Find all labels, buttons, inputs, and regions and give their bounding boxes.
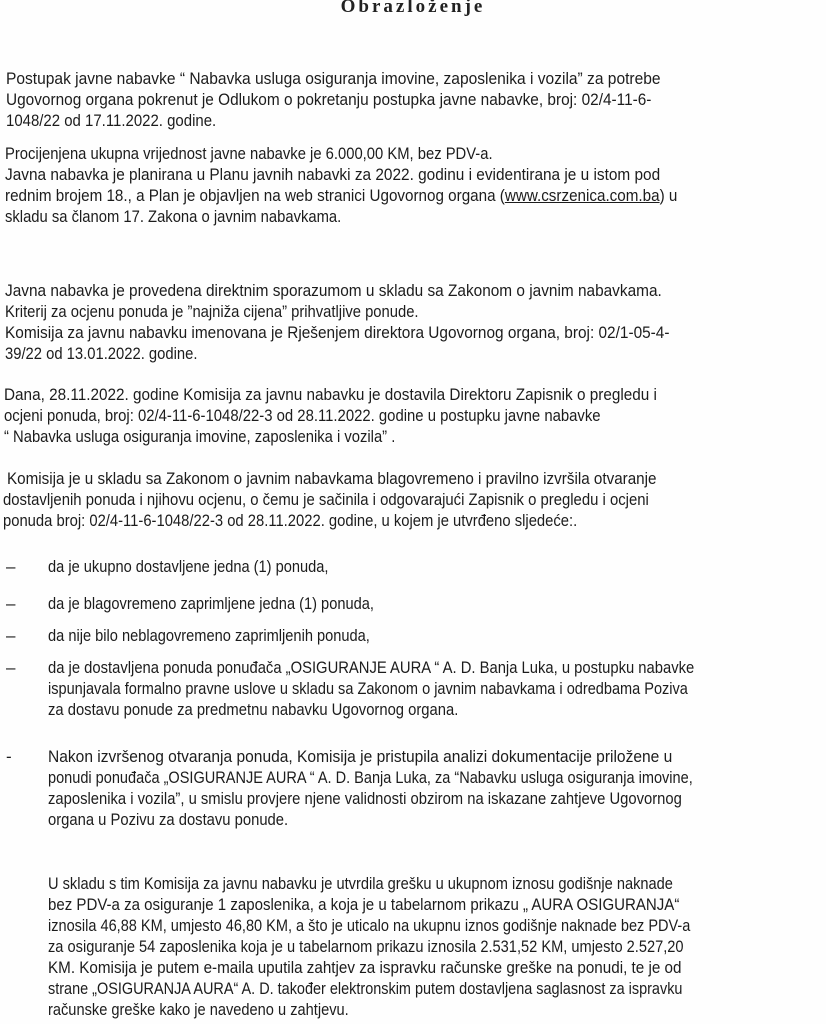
paragraph-commission-opening	[3, 468, 741, 531]
bullet-text-line: da je dostavljena ponuda ponuđača „OSIGURANJE AURA “ A. D. Banja Luka, u postupku nabavke	[48, 658, 695, 677]
paragraph-estimated-value	[5, 143, 756, 227]
text-line: iznosila 46,88 KM, umjesto 46,80 KM, a što je uticalo na ukupnu iznos godišnje naknade bez PDV-a	[48, 916, 691, 935]
bullet-text-line: ponudi ponuđača „OSIGURANJE AURA “ A. D. Banja Luka, za “Nabavku usluga osiguranja imovine,	[48, 768, 693, 787]
paragraph-procedure-initiation	[6, 68, 826, 131]
text-line: ocjeni ponuda, broj: 02/4-11-6-1048/22-3 od 28.11.2022. godine u postupku javne nabavke	[4, 406, 601, 425]
text-line: 1048/22 od 17.11.2022. godine.	[6, 111, 217, 130]
document-title: Obrazloženje	[340, 0, 486, 17]
text-fragment: rednim brojem 18., a Plan je objavljen na web stranici Ugovornog organa (	[5, 186, 505, 205]
text-line: “ Nabavka usluga osiguranja imovine, zaposlenika i vozila” .	[4, 427, 396, 446]
paragraph-direct-agreement	[5, 280, 739, 364]
text-line: U skladu s tim Komisija za javnu nabavku je utvrdila grešku u ukupnom iznosu godišnje naknade	[48, 874, 673, 893]
dash-marker: –	[6, 557, 16, 576]
dash-marker: –	[6, 626, 16, 645]
bullet-text-line: ispunjavala formalno pravne uslove u skladu sa Zakonom o javnim nabavkama i odredbama Poziva	[48, 679, 688, 698]
text-line: računske greške kako je navedeno u zahtjevu.	[48, 1000, 349, 1019]
text-line: Javna nabavka je planirana u Planu javnih nabavki za 2022. godinu i evidentirana je u istom pod	[5, 165, 661, 184]
text-line: Dana, 28.11.2022. godine Komisija za javnu nabavku je dostavila Direktoru Zapisnik o pregledu i	[4, 385, 657, 404]
text-line: za osiguranje 54 zaposlenika koja je u tabelarnom prikazu iznosila 2.531,52 KM, umjesto 2.527,20	[48, 937, 684, 956]
text-line: 39/22 od 13.01.2022. godine.	[5, 344, 198, 363]
dash-marker: –	[6, 658, 16, 677]
bullet-item	[0, 746, 826, 836]
bullet-text-line: za dostavu ponude za predmetnu nabavku Ugovornog organa.	[48, 700, 459, 719]
bullet-text-line: organa u Pozivu za dostavu ponude.	[48, 810, 289, 829]
text-line: KM. Komisija je putem e-maila uputila zahtjev za ispravku računske greške na ponudi, te je od	[48, 958, 682, 977]
bullet-item	[0, 657, 826, 721]
text-line: Kriterij za ocjenu ponuda je ”najniža cijena” prihvatljive ponude.	[5, 302, 419, 321]
bullet-text-line: zaposlenika i vozila”, u smislu provjere njene validnosti obzirom na iskazane zahtjeve Ugovornog	[48, 789, 682, 808]
text-line: Javna nabavka je provedena direktnim sporazumom u skladu sa Zakonom o javnim nabavkama.	[5, 281, 662, 300]
dash-marker: –	[6, 594, 16, 613]
bullet-item	[0, 593, 826, 614]
bullet-item	[0, 625, 826, 646]
paragraph-calculation-error	[48, 873, 799, 1020]
text-fragment: ) u	[659, 186, 678, 205]
text-line: Ugovornog organa pokrenut je Odlukom o pokretanju postupka javne nabavke, broj: 02/4-11-6-	[6, 90, 652, 109]
text-line: Postupak javne nabavke “ Nabavka usluga osiguranja imovine, zaposlenika i vozila” za potrebe	[6, 69, 661, 88]
bullet-text: da nije bilo neblagovremeno zaprimljenih ponuda,	[48, 626, 370, 645]
text-line: Komisija je u skladu sa Zakonom o javnim nabavkama blagovremeno i pravilno izvršila otvaranje	[7, 469, 657, 488]
website-link[interactable]: www.csrzenica.com.ba	[504, 186, 660, 205]
text-line: ponuda broj: 02/4-11-6-1048/22-3 od 28.11.2022. godine, u kojem je utvrđeno sljedeće:.	[3, 511, 578, 530]
bullet-text: da je blagovremeno zaprimljene jedna (1) ponuda,	[48, 594, 374, 613]
paragraph-commission-report	[4, 384, 729, 447]
text-line: skladu sa članom 17. Zakona o javnim nabavkama.	[5, 207, 342, 226]
text-line: Komisija za javnu nabavku imenovana je Rješenjem direktora Ugovornog organa, broj: 02/1-05-4-	[5, 323, 670, 342]
text-line: bez PDV-a za osiguranje 1 zaposlenika, a koja je u tabelarnom prikazu „ AURA OSIGURANJA“	[48, 895, 680, 914]
bullet-item	[0, 556, 826, 577]
text-line: strane „OSIGURANJA AURA“ A. D. također elektronskim putem dostavljena saglasnost za ispravku	[48, 979, 683, 998]
text-line: Procijenjena ukupna vrijednost javne nabavke je 6.000,00 KM, bez PDV-a.	[5, 144, 493, 163]
bullet-text-line: Nakon izvršenog otvaranja ponuda, Komisija je pristupila analizi dokumentacije priložene u	[48, 747, 673, 766]
text-line-with-link	[5, 185, 677, 206]
text-line: dostavljenih ponuda i njihovu ocjenu, o čemu je sačinila i odgovarajući Zapisnik o pregledu i ocjeni	[3, 490, 649, 509]
bullet-text: da je ukupno dostavljene jedna (1) ponuda,	[48, 557, 329, 576]
dash-marker: -	[6, 747, 12, 766]
